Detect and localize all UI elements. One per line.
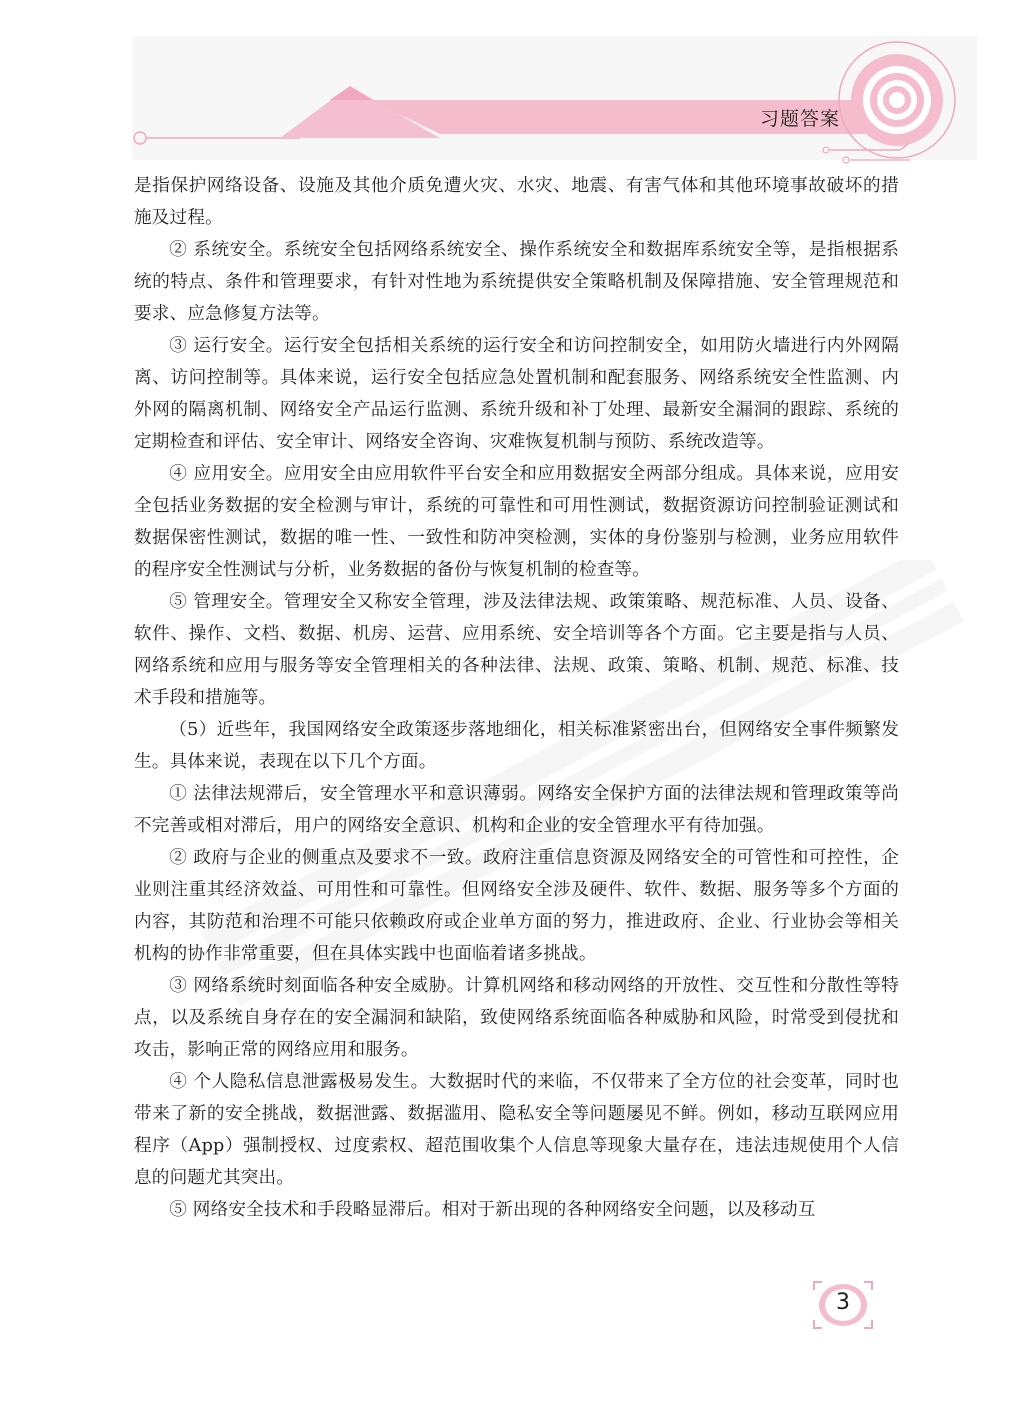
paragraph: ① 法律法规滞后，安全管理水平和意识薄弱。网络安全保护方面的法律法规和管理政策等尚不完善或相对滞后，用户的网络安全意识、机构和企业的安全管理水平有待加强。 xyxy=(134,784,899,836)
paragraph: ⑤ 网络安全技术和手段略显滞后。相对于新出现的各种网络安全问题，以及移动互 xyxy=(169,1200,816,1220)
paragraph: ② 政府与企业的侧重点及要求不一致。政府注重信息资源及网络安全的可管性和可控性，企业则注重其经济效益、可用性和可靠性。但网络安全涉及硬件、软件、数据、服务等多个方面的内容，其防范和治理不可能只依赖政府或企业单方面的努力，推进政府、企业、行业协会等相关机构的协作非常重要，但在具体实践中也面临着诸多挑战。 xyxy=(134,848,899,964)
page-number-badge xyxy=(808,1276,878,1336)
page-number: 3 xyxy=(836,1290,850,1315)
paragraph: ④ 个人隐私信息泄露极易发生。大数据时代的来临，不仅带来了全方位的社会变革，同时也带来了新的安全挑战，数据泄露、数据滥用、隐私安全等问题屡见不鲜。例如，移动互联网应用程序（App）强制授权、过度索权、超范围收集个人信息等现象大量存在，违法违规使用个人信息的问题尤其突出。 xyxy=(134,1072,899,1188)
paragraph: 是指保护网络设备、设施及其他介质免遭火灾、水灾、地震、有害气体和其他环境事故破坏的措施及过程。 xyxy=(134,176,899,228)
header-decoration xyxy=(0,0,1015,180)
paragraph: ⑤ 管理安全。管理安全又称安全管理，涉及法律法规、政策策略、规范标准、人员、设备、软件、操作、文档、数据、机房、运营、应用系统、安全培训等各个方面。它主要是指与人员、网络系统和应用与服务等安全管理相关的各种法律、法规、政策、策略、机制、规范、标准、技术手段和措施等。 xyxy=(134,592,899,708)
paragraph: ③ 网络系统时刻面临各种安全威胁。计算机网络和移动网络的开放性、交互性和分散性等特点，以及系统自身存在的安全漏洞和缺陷，致使网络系统面临各种威胁和风险，时常受到侵扰和攻击，影响正常的网络应用和服务。 xyxy=(134,976,899,1060)
paragraph: （5）近些年，我国网络安全政策逐步落地细化，相关标准紧密出台，但网络安全事件频繁发生。具体来说，表现在以下几个方面。 xyxy=(134,720,899,772)
page-header xyxy=(0,0,1015,180)
header-title: 习题答案 xyxy=(760,108,841,130)
paragraph: ③ 运行安全。运行安全包括相关系统的运行安全和访问控制安全，如用防火墙进行内外网隔离、访问控制等。具体来说，运行安全包括应急处置机制和配套服务、网络系统安全性监测、内外网的隔离机制、网络安全产品运行监测、系统升级和补丁处理、最新安全漏洞的跟踪、系统的定期检查和评估、安全审计、网络安全咨询、灾难恢复机制与预防、系统改造等。 xyxy=(134,336,899,452)
page-body xyxy=(134,170,899,1226)
paragraph: ④ 应用安全。应用安全由应用软件平台安全和应用数据安全两部分组成。具体来说，应用安全包括业务数据的安全检测与审计，系统的可靠性和可用性测试，数据资源访问控制验证测试和数据保密性测试，数据的唯一性、一致性和防冲突检测，实体的身份鉴别与检测，业务应用软件的程序安全性测试与分析，业务数据的备份与恢复机制的检查等。 xyxy=(134,464,899,580)
paragraph: ② 系统安全。系统安全包括网络系统安全、操作系统安全和数据库系统安全等，是指根据系统的特点、条件和管理要求，有针对性地为系统提供安全策略机制及保障措施、安全管理规范和要求、应急修复方法等。 xyxy=(134,240,899,324)
